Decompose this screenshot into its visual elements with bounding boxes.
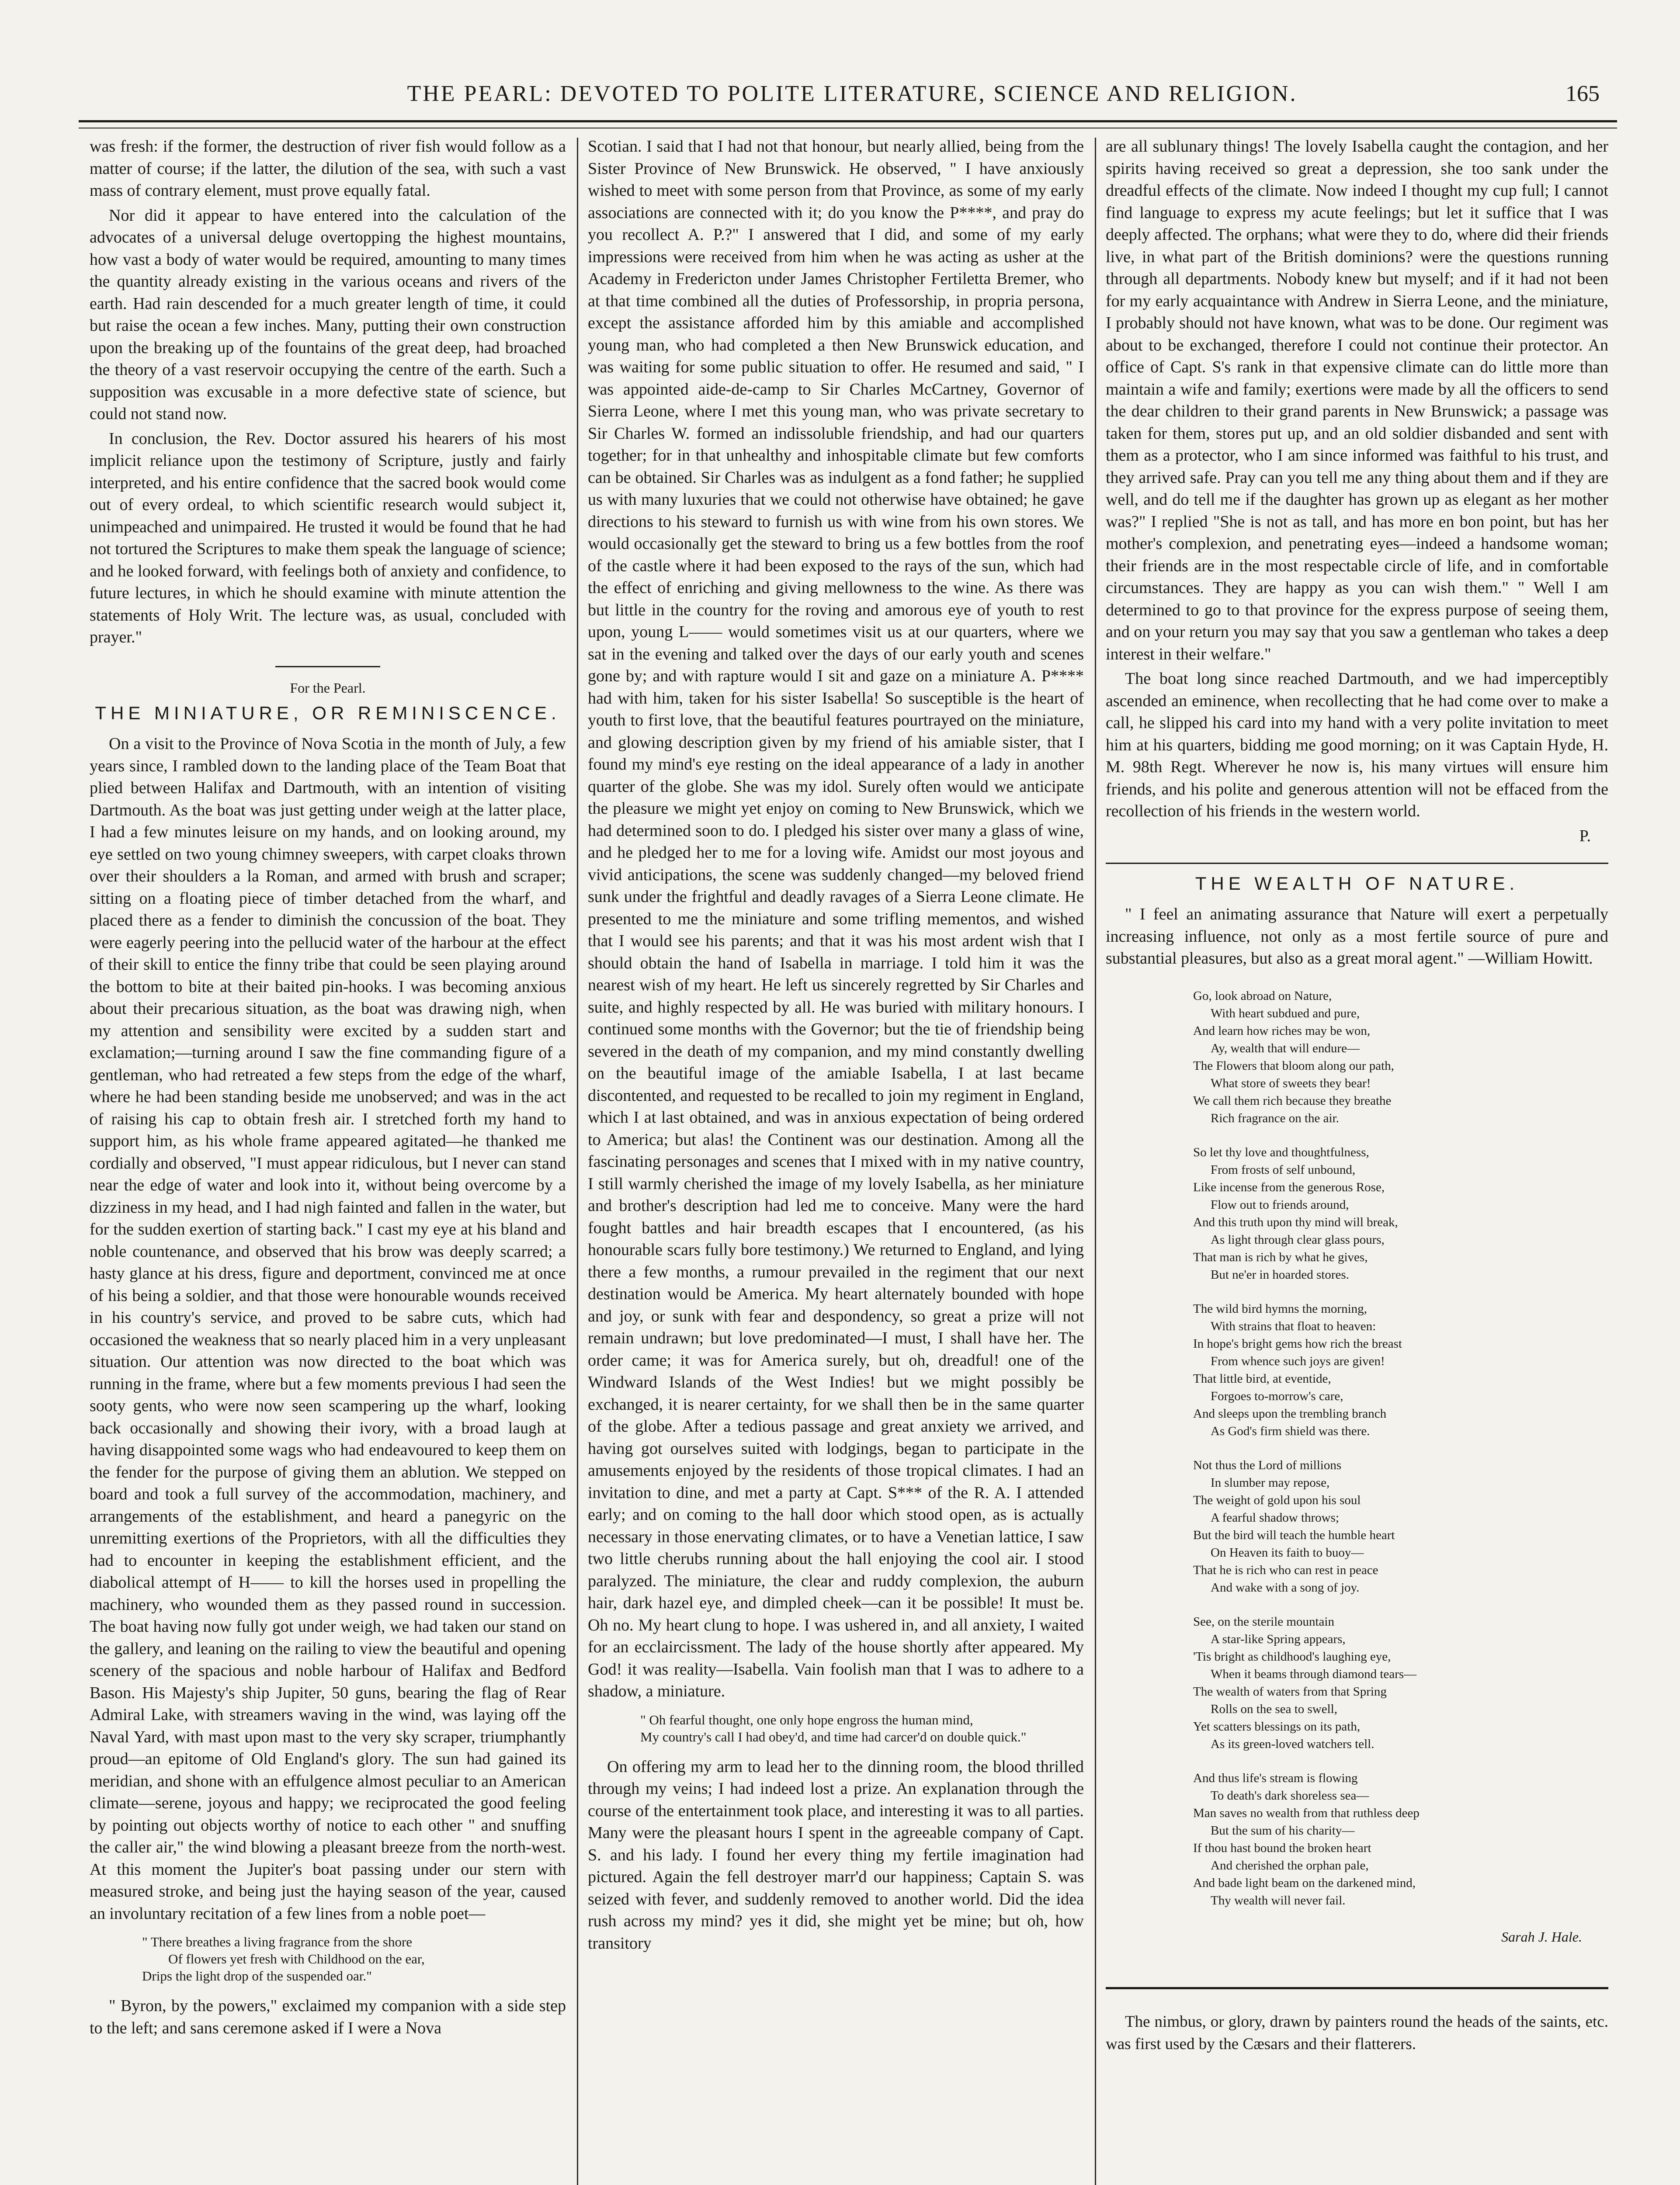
author-signature: P. xyxy=(1579,826,1591,845)
poem-line: 'Tis bright as childhood's laughing eye, xyxy=(1193,1649,1391,1664)
poem-line: On Heaven its faith to buoy— xyxy=(1211,1545,1364,1560)
poem-line: In slumber may repose, xyxy=(1211,1475,1330,1490)
poem-line: The wild bird hymns the morning, xyxy=(1193,1301,1367,1316)
poem-line: Man saves no wealth from that ruthless deep xyxy=(1193,1806,1420,1820)
page-number: 165 xyxy=(1565,81,1600,106)
paragraph: Nor did it appear to have entered into the calculation of the advocates of a universal deluge overtopping the highest mountains, how vast a body of water would be required, amounting to many times the quantity already existing in the various oceans and rivers of the earth. Had rain descended for a much greater length of time, it could but raise the ocean a few inches. Many, putting their own construction upon the breaking up of the fountains of the great deep, had broached the theory of a vast reservoir occupying the centre of the earth. Such a supposition was excusable in a more defective state of science, but could not stand now. xyxy=(90,206,566,423)
verse-line: Of flowers yet fresh with Childhood on the ear, xyxy=(168,1951,425,1966)
poem-stanza xyxy=(1193,1457,1608,1596)
verse-quote xyxy=(142,1933,548,1984)
poem-line: As God's firm shield was there. xyxy=(1211,1424,1370,1438)
poem-line: Ay, wealth that will endure— xyxy=(1211,1041,1360,1055)
poem-line: The wealth of waters from that Spring xyxy=(1193,1684,1387,1699)
poem-line: And thus life's stream is flowing xyxy=(1193,1771,1358,1785)
poem-line: Go, look abroad on Nature, xyxy=(1193,988,1332,1003)
poem-line: And this truth upon thy mind will break, xyxy=(1193,1215,1398,1229)
epigraph: " I feel an animating assurance that Nature will exert a perpetually increasing influence, not only as a most fertile source of pure and substantial pleasures, but also as a great moral agent." —William Howitt. xyxy=(1106,905,1608,968)
poem-line: With heart subdued and pure, xyxy=(1211,1006,1360,1020)
poem-line: Rolls on the sea to swell, xyxy=(1211,1702,1337,1716)
poem-line: The weight of gold upon his soul xyxy=(1193,1493,1361,1507)
paragraph: was fresh: if the former, the destruction of river fish would follow as a matter of course; if the latter, the dilution of the sea, with such a vast mass of contrary element, must prove equally fatal. xyxy=(90,137,566,200)
poem-line: So let thy love and thoughtfulness, xyxy=(1193,1145,1369,1159)
verse-line: " Oh fearful thought, one only hope engross the human mind, xyxy=(640,1712,973,1727)
poem-stanza xyxy=(1193,987,1608,1127)
running-title: THE PEARL: DEVOTED TO POLITE LITERATURE, SCIENCE AND RELIGION. xyxy=(407,81,1298,106)
poem-line: And cherished the orphan pale, xyxy=(1211,1858,1369,1873)
poem-stanza xyxy=(1193,1144,1608,1283)
poem-line: Not thus the Lord of millions xyxy=(1193,1458,1342,1472)
poem-line: That little bird, at eventide, xyxy=(1193,1371,1331,1386)
poem-line: And learn how riches may be won, xyxy=(1193,1023,1371,1038)
section-rule xyxy=(1106,1987,1608,1989)
poem-stanza xyxy=(1193,1300,1608,1440)
paragraph: are all sublunary things! The lovely Isabella caught the contagion, and her spirits having received so great a depression, she too sank under the dreadful effects of the climate. Now indeed I thought my cup full; I cannot find language to express my acute feelings; but let it suffice that I was deeply affected. The orphans; what were they to do, where did their friends live, in what part of the British dominions? were the questions running through all departments. Nobody knew but myself; and if it had not been for my early acquaintance with Andrew in Sierra Leone, and the miniature, I probably should not have known, what was to be done. Our regiment was about to be exchanged, therefore I could not continue their protector. An office of Capt. S's rank in that expensive climate can do little more than maintain a wife and family; exertions were made by all the officers to send the dear children to their grand parents in New Brunswick; a passage was taken for them, stores put up, and an old soldier disbanded and sent with them as a protector, who I am since informed was faithful to his trust, and they arrived safe. Pray can you tell me any thing about them and if they are well, and do tell me if the daughter has grown up as elegant as her mother was?" I replied "She is not as tall, and has more en bon point, but has her mother's complexion, and penetrating eyes—indeed a handsome woman; their friends are in the most respectable circle of life, and in comfortable circumstances. They are happy as you can wish them." " Well I am determined to go to that province for the express purpose of seeing them, and on your return you may say that you saw a gentleman who takes a deep interest in their welfare." xyxy=(1106,137,1608,663)
paragraph: In conclusion, the Rev. Doctor assured his hearers of his most implicit reliance upon the testimony of Scripture, justly and fairly interpreted, and his entire confidence that the sacred book would come out of every ordeal, to which scientific research would subject it, unimpeached and unimpaired. He trusted it would be found that he had not tortured the Scriptures to make them speak the language of science; and he looked forward, with feelings both of anxiety and confidence, to future lectures, in which he should examine with minute attention the statements of Holy Writ. The lecture was, as usual, concluded with prayer." xyxy=(90,429,566,646)
poem-line: But ne'er in hoarded stores. xyxy=(1211,1267,1349,1282)
section-rule xyxy=(275,666,380,667)
poem-line: From whence such joys are given! xyxy=(1211,1354,1385,1368)
poem-heading: THE WEALTH OF NATURE. xyxy=(1195,873,1519,894)
poem-line: Yet scatters blessings on its path, xyxy=(1193,1719,1361,1734)
poem-line: That he is rich who can rest in peace xyxy=(1193,1563,1378,1577)
poem xyxy=(1193,987,1608,1909)
poem-line: What store of sweets they bear! xyxy=(1211,1076,1371,1090)
column-left xyxy=(90,135,566,2185)
poem-line: That man is rich by what he gives, xyxy=(1193,1250,1368,1264)
paragraph: On a visit to the Province of Nova Scotia in the month of July, a few years since, I rambled down to the landing place of the Team Boat that plied between Halifax and Dartmouth, with an intention of visiting Dartmouth. As the boat was just getting under weigh at the latter place, I had a few minutes leisure on my hands, and on looking around, my eye settled on two young chimney sweepers, with carpet cloaks thrown over their shoulders a la Roman, and armed with brush and scraper; sitting on a floating piece of timber detached from the wharf, and placed there as a fender to diminish the concussion of the boat. They were eagerly peering into the pellucid water of the harbour at the effect of their skill to entice the finny tribe that could be seen playing around the bottom to bite at their baited pin-hooks. I was becoming anxious about their precarious situation, as the boat was drawing nigh, when my attention and sensibility were excited by a sudden start and exclamation;—turning around I saw the fine commanding figure of a gentleman, who had retreated a few steps from the edge of the wharf, where he had been standing beside me unobserved; and was in the act of raising his cap to obtain fresh air. I stretched forth my hand to support him, as his whole frame appeared agitated—he thanked me cordially and observed, "I must appear ridiculous, but I never can stand near the edge of water and look into it, without being overcome by a dizziness in my head, and I had nigh fainted and fallen in the water, but for the sudden exertion of starting back." I cast my eye at his bland and noble countenance, and observed that his brow was deeply scarred; a hasty glance at his dress, figure and deportment, convinced me at once of his being a soldier, and that those were honourable wounds received in his country's service, and proved to be sabre cuts, which had occasioned the weakness that so nearly placed him in a very unpleasant situation. Our attention was now directed to the boat which was running in the frame, where but a few moments previous I had seen the sooty gents, who were now seen scampering up the wharf, looking back occasionally and showing their ivory, with a broad laugh at having disappointed some wags who had endeavoured to keep them on the fender for the purpose of giving them an ablution. We stepped on board and took a full survey of the accommodation, machinery, and arrangements of the establishment, and heard a panegyric on the unremitting exertions of the Proprietors, with all the difficulties they had to encounter in keeping the establishment efficient, and the diabolical attempt of H—— to kill the horses used in propelling the machinery, who wounded them as they passed round in succession. The boat having now fully got under weigh, we had taken our stand on the gallery, and leaning on the railing to view the beautiful and opening scenery of the spacious and noble harbour of Halifax and Bedford Bason. His Majesty's ship Jupiter, 50 guns, bearing the flag of Rear Admiral Lake, with streamers waving in the wind, was laying off the Naval Yard, with mast upon mast to the very sky scraper, triumphantly proud—an epitome of Old England's glory. The sun had gained its meridian, and shone with an effulgence almost peculiar to an American climate—serene, joyous and happy; we reciprocated the good feeling by pointing out objects worthy of notice to each other " and snuffing the caller air," the wind blowing a pleasant breeze from the north-west. At this moment the Jupiter's boat passing under our stern with measured stroke, and being just the haying season of the year, caused an involuntary recitation of a few lines from a noble poet— xyxy=(90,735,566,1923)
poem-line: A star-like Spring appears, xyxy=(1211,1632,1346,1646)
column-right xyxy=(1106,135,1608,2185)
paragraph: The boat long since reached Dartmouth, and we had imperceptibly ascended an eminence, when recollecting that he had come over to make a call, he slipped his card into my hand with a very polite invitation to meet him at his quarters, bidding me good morning; on it was Captain Hyde, H. M. 98th Regt. Wherever he now is, his many virtues will ensure him friends, and his polite and generous attention will not be effaced from the recollection of his friends in the western world. xyxy=(1106,669,1608,820)
verse-line: My country's call I had obey'd, and time had carcer'd on double quick." xyxy=(640,1729,1027,1745)
column-middle xyxy=(588,135,1084,2185)
poem-line: We call them rich because they breathe xyxy=(1193,1093,1392,1108)
poem-stanza xyxy=(1193,1769,1608,1909)
paragraph: On offering my arm to lead her to the dinning room, the blood thrilled through my veins; I had indeed lost a prize. An explanation through the course of the entertainment took place, and interesting it was to all parties. Many were the pleasant hours I spent in the agreeable company of Capt. S. and his lady. I found her every thing my fertile imagination had pictured. Again the fell destroyer marr'd our happiness; Captain S. was seized with fever, and suddenly removed to another world. Did the idea rush across my mind? yes it did, she might yet be mine; but oh, how transitory xyxy=(588,1757,1084,1953)
poem-line: But the bird will teach the humble heart xyxy=(1193,1528,1395,1542)
article-heading: THE MINIATURE, OR REMINISCENCE. xyxy=(95,703,561,723)
header-rule xyxy=(79,120,1617,128)
verse-line: " There breathes a living fragrance from the shore xyxy=(142,1934,413,1949)
paragraph: Scotian. I said that I had not that honour, but nearly allied, being from the Sister Province of New Brunswick. He observed, " I have anxiously wished to meet with some person from that Province, as some of my early associations are connected with it; do you know the P****, and pray do you recollect A. P.?" I answered that I did, and some of my early impressions were received from him when he was acting as usher at the Academy in Fredericton under James Christopher Fertiletta Bremer, who at that time combined all the duties of Professorship, in propria persona, except the assistance afforded him by this amiable and accomplished young man, who had completed a then New Brunswick education, and was waiting for some public situation to offer. He resumed and said, " I was appointed aide-de-camp to Sir Charles McCartney, Governor of Sierra Leone, where I met this young man, who was private secretary to Sir Charles W. formed an indissoluble friendship, and had our quarters together; for in that unhealthy and inhospitable climate but few comforts can be obtained. Sir Charles was as indulgent as a fond father; he supplied us with many luxuries that we could not otherwise have obtained; he gave directions to his steward to furnish us with wine from his own stores. We would occasionally get the steward to bring us a few bottles from the roof of the castle where it had been exposed to the rays of the sun, which had the effect of enriching and giving mellowness to the wine. As there was but little in the country for the roving and amorous eye of youth to rest upon, young L—— would sometimes visit us at our quarters, where we sat in the evening and talked over the days of our early youth and scenes gone by; and with rapture would I sit and gaze on a miniature A. P**** had with him, taken for his sister Isabella! So susceptible is the heart of youth to first love, that the beautiful features pourtrayed on the miniature, and glowing description given by my friend of his amiable sister, that I found my mind's eye resting on the ideal appearance of a lady in another quarter of the globe. She was my idol. Surely often would we anticipate the pleasure we might yet enjoy on coming to New Brunswick, which we had determined soon to do. I pledged his sister over many a glass of wine, and he pledged her to me for a loving wife. Amidst our most joyous and vivid anticipations, the scene was suddenly changed—my beloved friend sunk under the frightful and deadly ravages of a Sierra Leone climate. He presented to me the miniature and some trifling mementos, and wished that I would see his parents; and that it was his most ardent wish that I should obtain the hand of Isabella in marriage. I told him it was the nearest wish of my heart. He left us sincerely regretted by Sir Charles and suite, and highly respected by all. He was buried with military honours. I continued some months with the Governor; but the tie of friendship being severed in the death of my companion, and my mind constantly dwelling on the beautiful image of the amiable Isabella, I at last became discontented, and requested to be recalled to join my regiment in England, which I at last obtained, and was in anxious expectation of being ordered to America; but alas! the Continent was our destination. Among all the fascinating personages and scenes that I mixed with in my native country, I still warmly cherished the image of my lovely Isabella, as her miniature and brother's description had led me to conceive. Many were the hard fought battles and hair breadth escapes that I encountered, (as his honourable scars fully bore testimony.) We returned to England, and lying there a few months, a rumour prevailed in the regiment that our next destination would be America. My heart alternately bounded with hope and joy, or sunk with fear and despondency, so great a prize will not remain undrawn; but love predominated—I must, I shall have her. The order came; it was for America surely, but oh, dreadful! one of the Windward Islands of the West Indies! but we might possibly be exchanged, it is nearer certainty, for we shall then be in the same quarter of the globe. After a tedious passage and great anxiety we arrived, and having got ourselves suited with lodgings, began to participate in the amusements enjoyed by the residents of those tropical climates. I had an invitation to dine, and met a party at Capt. S*** of the R. A. I attended early; and on coming to the hall door which stood open, as is actually necessary in those enervating climates, or to have a Venetian lattice, I saw two little cherubs running about the hall enjoying the cool air. I stood paralyzed. The miniature, the clear and ruddy complexion, the auburn hair, dark hazel eye, and dimpled cheek—can it be possible! It must be. Oh no. My heart clung to hope. I was ushered in, and all anxiety, I waited for an ecclaircissment. The lady of the house shortly after appeared. My God! it was reality—Isabella. Vain foolish man that I was to adhere to a shadow, a miniature. xyxy=(588,137,1084,1700)
column-divider xyxy=(577,138,578,2185)
poem-line: With strains that float to heaven: xyxy=(1211,1319,1376,1333)
poem-line: Flow out to friends around, xyxy=(1211,1197,1349,1212)
page-header xyxy=(87,76,1617,116)
verse-line: Drips the light drop of the suspended oar." xyxy=(142,1968,372,1984)
poem-line: To death's dark shoreless sea— xyxy=(1211,1788,1369,1803)
column-divider xyxy=(1095,138,1096,2185)
poem-line: When it beams through diamond tears— xyxy=(1211,1667,1417,1681)
poem-line: Rich fragrance on the air. xyxy=(1211,1111,1339,1125)
source-attribution: For the Pearl. xyxy=(290,680,366,696)
poem-line: See, on the sterile mountain xyxy=(1193,1614,1334,1629)
paragraph: " Byron, by the powers," exclaimed my companion with a side step to the left; and sans ceremone asked if I were a Nova xyxy=(90,1997,566,2037)
poem-line: If thou hast bound the broken heart xyxy=(1193,1841,1371,1855)
poem-line: The Flowers that bloom along our path, xyxy=(1193,1058,1394,1073)
poem-line: But the sum of his charity— xyxy=(1211,1823,1355,1838)
section-rule xyxy=(1106,863,1608,864)
poem-line: And bade light beam on the darkened mind, xyxy=(1193,1876,1416,1890)
poem-line: Forgoes to-morrow's care, xyxy=(1211,1389,1343,1403)
poem-line: And wake with a song of joy. xyxy=(1211,1580,1360,1595)
poem-author: Sarah J. Hale. xyxy=(1501,1928,1582,1945)
footnote: The nimbus, or glory, drawn by painters round the heads of the saints, etc. was first used by the Cæsars and their flatterers. xyxy=(1106,2013,1608,2053)
poem-line: And sleeps upon the trembling branch xyxy=(1193,1406,1387,1421)
poem-line: Thy wealth will never fail. xyxy=(1211,1893,1346,1908)
poem-line: Like incense from the generous Rose, xyxy=(1193,1180,1385,1194)
poem-line: A fearful shadow throws; xyxy=(1211,1510,1339,1525)
poem-line: From frosts of self unbound, xyxy=(1211,1162,1356,1177)
poem-line: As light through clear glass pours, xyxy=(1211,1232,1385,1247)
poem-stanza xyxy=(1193,1613,1608,1753)
poem-line: In hope's bright gems how rich the breast xyxy=(1193,1336,1402,1351)
verse-quote xyxy=(640,1711,1066,1745)
poem-line: As its green-loved watchers tell. xyxy=(1211,1737,1375,1751)
